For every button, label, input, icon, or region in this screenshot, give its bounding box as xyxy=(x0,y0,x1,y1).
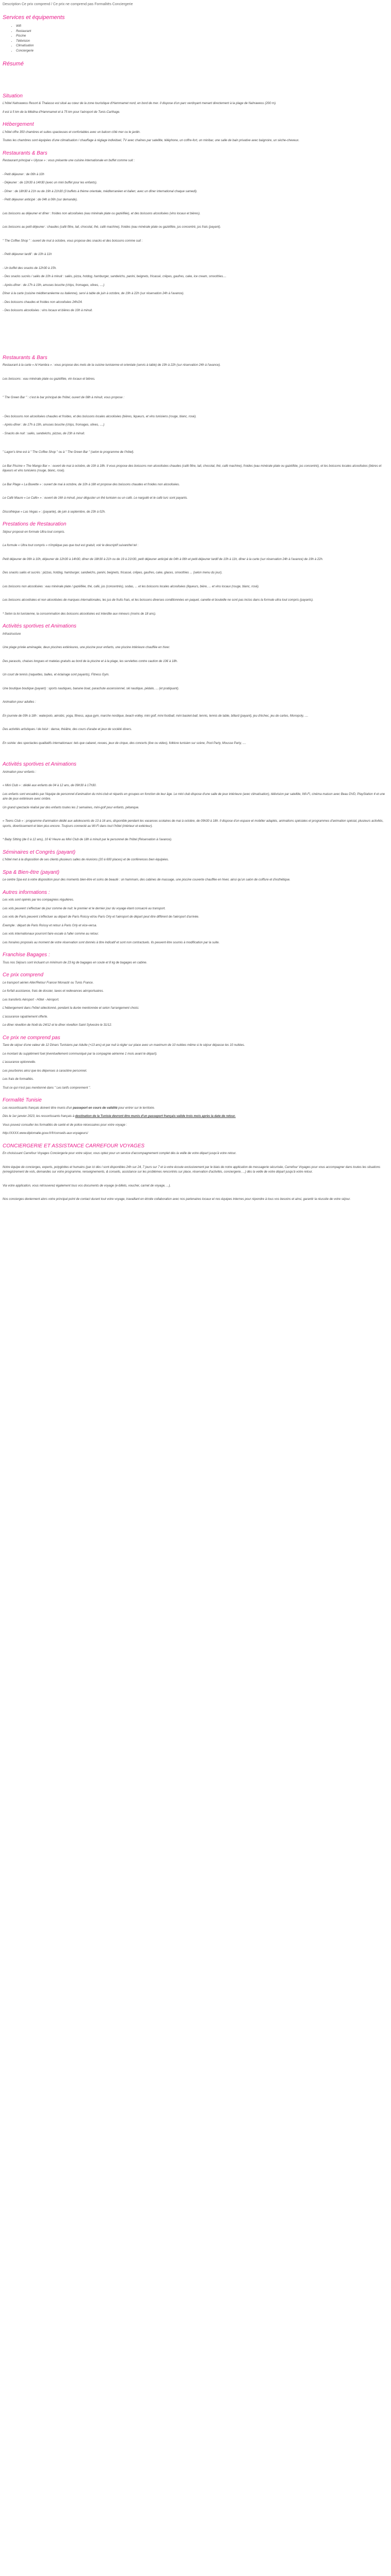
prestations-title: Prestations de Restauration xyxy=(3,521,67,527)
restaurants-p: - Déjeuner : de 12h30 à 14h30 (avec un mini buffet pour les enfants). xyxy=(3,181,97,184)
formalite-p2-a: Dès le 1er janvier 2023, les ressortissants français à xyxy=(3,1115,75,1118)
activites2-p: Un grand spectacle réalisé par des enfants toutes les 2 semaines, mini-golf pour enfants, pétanque. xyxy=(3,806,139,809)
prestations-p: Les boissons alcoolisées et non alcoolisées de marques internationales, les jus de fruits frais, et les boissons diverses conditionnées en paquet, canette et bouteille ne sont pas inclus dans la formule ultra tout compris (payants). xyxy=(3,599,314,602)
service-item: • Climatisation xyxy=(16,44,388,49)
page-content xyxy=(0,0,391,1202)
restaurants-p: - Des snacks sucrés / salés de 10h à minuit : salés, pizza, hotdog, hamburger, sandwichs, panini, beignets, fricassé, crêpes, gaufres, cake, ice cream, smoothies.... xyxy=(3,275,226,278)
conciergerie-title: CONCIERGERIE ET ASSISTANCE CARREFOUR VOYAGES xyxy=(3,1143,145,1149)
restaurants2-p: Restaurant à la carte « Al Hambra » : vous propose des mets de la cuisine tunisienne et orientale (servis à table) de 19h à 22h (sur réservation 24h à l'avance). xyxy=(3,364,221,367)
comprend-p: Le transport aérien Aller/Retour France/ Monastir ou Tunis France. xyxy=(3,981,94,985)
conciergerie-p: En choisissant Carrefour Voyages Conciergerie pour votre séjour, vous optez pour un service d'accompagnement complet dès la veille de votre départ jusqu'à votre retour. xyxy=(3,1152,237,1155)
restaurants2-p: - Après-dîner : de 17h à 19h, amuses bouche (chips, fromages, olives, ....) xyxy=(3,423,105,427)
autres-p: Les vols peuvent s'effectuer de jour comme de nuit: le premier et le dernier jour du voyage étant consacré au transport. xyxy=(3,907,166,910)
prestations-p: Des snacks salés et sucrés : pizzas, hotdog, hamburger, sandwichs, panini, beignets, fricassé, crêpes, gaufres, cake, glaces, smoothies ... (selon menu du jour). xyxy=(3,571,223,574)
autres-p: Les vols internationaux pourront faire escale à l'aller comme au retour. xyxy=(3,933,99,936)
activites2-p: « Mini Club » : dédié aux enfants de 04 à 12 ans, de 09h30 à 17h30. xyxy=(3,784,97,787)
comprend-p: L'assurance rapatriement offerte. xyxy=(3,1015,48,1019)
restaurants-p: - Des boissons alcoolisées : vins locaux et bières de 10h à minuit. xyxy=(3,309,93,312)
activites-p: Des activités artistiques / de loisir : danse, théâtre, des cours d'arabe et jeux de société divers. xyxy=(3,728,132,731)
franchise-p: Tous nos Séjours sont incluant un minimum de 23 kg de bagages en soute et 8 kg de bagages en cabine. xyxy=(3,961,148,964)
restaurants-title-2: Restaurants & Bars xyxy=(3,354,47,361)
prestations-p: Séjour proposé en formule Ultra tout compris. xyxy=(3,530,66,534)
service-item: • Télévision xyxy=(16,39,388,44)
hebergement-title: Hébergement xyxy=(3,122,34,127)
service-item: • Piscine xyxy=(16,34,388,39)
formalite-p3: Vous pouvez consulter les formalités de santé et de police nécessaires pour votre voyage : xyxy=(3,1123,127,1127)
formalite-p1 xyxy=(3,1106,388,1111)
seminaires-p: L'hôtel met à la disposition de ses clients plusieurs salles de réunions (20 à 600 places) et de conférences bien équipées. xyxy=(3,858,169,861)
necomprend-p: Les frais de formalités. xyxy=(3,1078,34,1081)
autres-title: Autres informations : xyxy=(3,889,50,895)
services-title: Services et équipements xyxy=(3,14,65,21)
situation-p1: L'hôtel Nahrawess Resort & Thalasso est situé au cœur de la zone touristique d'Hammamet nord, en bord de mer. Il dispose d'un parc verdoyant menant directement à la plage de Nahrawess (200 m). xyxy=(3,102,276,105)
formalite-p1-a: Les ressortissants français doivent être munis d'un xyxy=(3,1106,73,1110)
necomprend-p: Le montant du supplément fuel (éventuellement communiqué par la compagnie aérienne 1 mois avant le départ). xyxy=(3,1052,157,1056)
activites-p: Des parasols, chaises longues et matelas gratuits au bord de la piscine et à la plage, les serviettes contre caution de 10€ à 18h. xyxy=(3,659,178,663)
restaurants-p: - Dîner : de 18h30 à 21h ou de 19h à 21h30 (3 buffets à thème orientale, méditerranéen et italien; avec un dîner international chaque samedi). xyxy=(3,190,198,193)
activites-p: Animation pour adultes : xyxy=(3,701,36,704)
franchise-title: Franchise Bagages : xyxy=(3,952,50,958)
prestations-p: * Selon la loi tunisienne, la consommation des boissons alcoolisées est interdite aux mineurs (moins de 18 ans). xyxy=(3,612,156,616)
formalite-p2-b: destination de la Tunisie devront être munis d'un passeport français valide trois mois après la date de retour. xyxy=(75,1115,236,1118)
restaurants-p: - Petit déjeuner : de 06h à 10h xyxy=(3,173,44,176)
prestations-p: Petit déjeuner de 06h à 10h, déjeuner de 12h30 à 14h30, dîner de 18h30 à 21h ou de 19 à 21h30, petit déjeuner anticipé de 04h à 06h et petit-déjeuner tardif de 10h à 11h, dîner à la carte (sur réservation 24h à l'avance) de 19h à 22h. xyxy=(3,557,323,561)
activites2-p: Les enfants sont encadrés par l'équipe de personnel d'animation du mini-club et répartis en groupes en fonction de leur âge. Le mini club dispose d'une salle de jeux intérieure (avec climatisation), télévision par satellite, Wii-Fi, cinéma maison avec Beau DVD, PlayStation 4 et une aire de jeux extérieure avec ombre. xyxy=(3,792,385,801)
autres-p: Les vols de Paris peuvent s'effectuer au départ de Paris Roissy et/ou Paris Orly et l'aéroport de départ peut être différent de l'aéroport d'arrivée. xyxy=(3,916,200,919)
resume-title: Résumé xyxy=(3,61,24,67)
spa-p: Le centre Spa est à votre disposition pour des moments bien-être et soins de beauté : un hammam, des cabines de massage, une piscine couverte chauffée en hiver, ainsi qu'un salon de coiffure et d'esthétique. xyxy=(3,878,290,882)
necomprend-title: Ce prix ne comprend pas xyxy=(3,1035,60,1041)
activites-p: En journée de 09h à 18h : waterpolo, aérobic, yoga, fitness, aqua gym, marche nordique, beach-volley, mini golf, mini-football, mini basket-ball, tennis, tennis de table, billard (payant), jeu d'échec, jeu de cartes, Monopoly, .... xyxy=(3,714,308,718)
activites-p: Une boutique boutique (payant) : sports nautiques, banane boat, parachute ascensionnel, ski nautique, pédalo, ... (et pratiquant). xyxy=(3,687,180,690)
restaurants-p: - Petit déjeuner anticipé : de 04h à 06h (sur demande). xyxy=(3,198,78,201)
comprend-p: Le forfait assistance, frais de dossier, taxes et redevances aéroportuaires. xyxy=(3,990,104,993)
formalite-p1-b: passeport en cours de validité xyxy=(73,1106,118,1110)
activites2-p: * Baby Sitting (de 0 à 12 ans), 10 €/ Heure au Mini Club de 18h à minuit par le personnel de l'hôtel (Réservation à l'avance). xyxy=(3,838,172,841)
restaurants2-p: Discothèque « Las Vegas » : (payante), de juin à septembre, de 23h à 02h. xyxy=(3,510,106,514)
activites-title: Activités sportives et Animations xyxy=(3,623,77,629)
restaurants-p: Restaurant principal « Ulysse » : vous présente une cuisine internationale en buffet comme suit : xyxy=(3,159,135,162)
restaurants-title: Restaurants & Bars xyxy=(3,150,47,156)
comprend-p: Les transferts Aéroport - Hôtel - Aéroport. xyxy=(3,998,59,1002)
autres-p: Les vols sont opérés par les compagnies régulières. xyxy=(3,899,74,902)
necomprend-p: L'assurance optionnelle. xyxy=(3,1061,36,1064)
restaurants-p: - Petit déjeuner tardif : de 10h à 11h xyxy=(3,253,52,256)
conciergerie-p: Via votre application, vous retrouverez également tous vos documents de voyage (e-billets, voucher, carnet de voyage, ...). xyxy=(3,1184,171,1188)
activites-p: Une plage privée aménagée, deux piscines extérieures, une piscine pour enfants, une piscine intérieure chauffée en hiver. xyxy=(3,646,170,649)
activites-title-2: Activités sportives et Animations xyxy=(3,761,77,767)
comprend-p: L'hébergement dans l'hôtel sélectionné, pendant la durée mentionnée et selon l'arrangement choisi. xyxy=(3,1007,139,1010)
activites-p: En soirée: des spectacles qualitatifs internationaux: tels que cabaret, revues, jeux de cirque, des concerts (live ou video), folklore tunisien sur scène, Pool Party, Mousse Party, .... xyxy=(3,741,247,745)
spa-title: Spa & Bien-être (payant) xyxy=(3,869,60,875)
autres-p: Les horaires proposés au moment de votre réservation sont donnés à titre indicatif et sont non contractuels. Ils peuvent être soumis à modification par la suite. xyxy=(3,941,220,944)
activites2-p: « Teens Club » : programme d'animation dédié aux adolescents de 13 à 16 ans, disponible pendant les vacances scolaires de mai à octobre, de 09h30 à 18h. Il dispose d'un espace et mobilier adaptés, animations spéciales et programmes d'animation spécial, plusieurs activités, sports, divertissement et bien plus encore. Toujours connecté au Wi-Fi dans tout l'hôtel (intérieur et extérieur). xyxy=(3,820,384,828)
seminaires-title: Séminaires et Congrès (payant) xyxy=(3,849,76,855)
formalite-p1-c: pour entrer sur le territoire. xyxy=(117,1106,155,1110)
necomprend-p: Tout ce qui n'est pas mentionné dans " Les tarifs comprennent ". xyxy=(3,1086,91,1090)
restaurants2-p: " Lagon's time est à " The Coffee Shop " ou à " The Green Bar " (selon le programme de l'hôtel). xyxy=(3,451,135,454)
conciergerie-p: Nos concierges deviennent alors votre principal point de contact durant tout votre voyage, travaillant en étroite collaboration avec nos partenaires locaux et nos équipes internes pour répondre à tous vos besoins et ainsi, garantir la réussite de votre séjour. xyxy=(3,1198,351,1201)
restaurants2-p: Le Bar Plage « La Buvette » : ouvert de mai à octobre, de 10h à 18h et propose des boissons chaudes et froides non alcoolisées. xyxy=(3,483,180,486)
restaurants2-p: - Des boissons non alcoolisées chaudes et froides, et des boissons locales alcoolisées (bières, liqueurs, et vins tunisiens (rouge, blanc, rosé). xyxy=(3,415,197,418)
necomprend-p: Les pourboires ainsi que les dépenses à caractère personnel. xyxy=(3,1069,87,1073)
service-item: • Restaurant xyxy=(16,29,388,35)
restaurants2-p: Le Bar Piscine « The Mango Bar » : ouvert de mai à octobre, de 10h à 18h. Il vous propose des boissons non alcoolisées chaudes (café filtre, lait, chocolat, thé, café machine), froides (eau minérale plate ou gazéifiée, jus concentré), et les boissons locales alcoolisées (bières et liqueurs et vins tunisiens (rouge, blanc, rosé). xyxy=(3,464,382,472)
service-item: • Conciergerie xyxy=(16,49,388,54)
restaurants-p: Dîner à la carte (cuisine méditerranéenne ou italienne), servi à table de juin à octobre, de 19h à 22h (sur réservation 24h à l'avance). xyxy=(3,292,185,295)
restaurants-p: Les boissons au déjeuner et dîner : froides non alcoolisées (eau minérale plate ou gazéifiée), et des boissons alcoolisées (vins locaux et bières). xyxy=(3,212,201,215)
formalite-title: Formalité Tunisie xyxy=(3,1097,42,1103)
activites-p: Un court de tennis (raquettes, balles, et éclairage sont payants), Fitness Gym. xyxy=(3,673,110,676)
formalite-link[interactable]: http://XXXX.www.diplomatie.gouv.fr/fr/conseils-aux-voyageurs/ xyxy=(3,1132,88,1135)
hebergement-p2: Toutes les chambres sont équipées d'une climatisation / chauffage à réglage individuel, TV avec chaînes par satellite, téléphone, un coffre-fort, un minibar, une salle de bain privative avec baignoire, un sèche-cheveux. xyxy=(3,139,300,142)
restaurants2-p: - Snacks de nuit : salés, sandwichs, pizzas, de 23h à minuit. xyxy=(3,432,85,435)
prestations-p: La formule « Ultra tout compris » n'implique pas que tout est gratuit, voir le descriptif suivant/tel tel : xyxy=(3,544,139,547)
formalite-p2 xyxy=(3,1114,388,1120)
service-item: • Wifi xyxy=(16,24,388,29)
restaurants-p: Les boissons au petit déjeuner : chaudes (café filtre, lait, chocolat, thé, café machine), froides (eau minérale plate ou gazéifiée, jus concentré, jus frais (payant). xyxy=(3,226,221,229)
restaurants-p: - Des boissons chaudes et froides non alcoolisées 24h/24. xyxy=(3,300,83,304)
conciergerie-p: Notre équipe de concierges, experts, polyglottes et humains (par ici dès l sont disponibles 24h sur 24, 7 jours sur 7 et à votre écoute exclusivement par le biais de notre application de messagerie sécurisée, Carrefour Voyages pour vous accompagner dans toutes les situations (enregistrement de vols, demandes sur votre programme, renseignements, & conseils, assistance sur les problèmes rencontrés sur place, réservation d'activités, conciergerie, ...) dès la veille de votre départ jusqu'à votre retour. xyxy=(3,1165,381,1174)
necomprend-p: Taxe de séjour d'une valeur de 12 Dinars Tunisiens par Adulte (+13 ans) et par nuit à régler sur place avec un maximum de 10 nuitées même si le séjour dépasse les 10 nuitées. xyxy=(3,1044,245,1047)
services-list xyxy=(3,24,388,54)
situation-title: Situation xyxy=(3,93,23,99)
restaurants-p: - Un buffet des snacks de 12h30 à 15h. xyxy=(3,266,57,270)
intro-text: Description Ce prix comprend / Ce prix ne comprend pas Formalités Conciergerie xyxy=(3,3,133,6)
comprend-title: Ce prix comprend xyxy=(3,972,43,978)
prestations-p: Les boissons non alcoolisées : eau minérale plate / gazéifiée, thé, café, jus (concentrés), sodas, ... et les boissons locales alcoolisées (liqueurs, bière, ... et vins locaux (rouge, blanc, rosé). xyxy=(3,585,259,588)
restaurants2-p: " The Green Bar " : c'est le bar principal de l'hôtel, ouvert de 08h à minuit, vous propose : xyxy=(3,396,125,399)
restaurants2-p: Les boissons : eau minérale plate ou gazéifiée, vin locaux et bières. xyxy=(3,377,95,381)
restaurants-p: - Après-dîner : de 17h à 19h, amuses bouche (chips, fromages, olives, ....) xyxy=(3,283,105,287)
comprend-p: Le dîner réveillon de Noël du 24/12 et le dîner réveillon Saint Sylvestre le 31/12. xyxy=(3,1024,112,1027)
restaurants2-p: Le Café Maure « Le Café» » : ouvert de 16h à minuit, pour déguster un thé tunisien ou un café. Le narguilé et le café turc sont payants. xyxy=(3,497,188,500)
hebergement-p1: L'hôtel offre 350 chambres et suites spacieuses et confortables avec un balcon côté mer ou le jardin. xyxy=(3,130,141,134)
situation-p2: Il est à 5 km de la Médina d'Hammamet et à 75 km pour l'aéroport de Tunis-Carthage. xyxy=(3,110,120,114)
autres-p: Exemple : départ de Paris Roissy et retour à Paris Orly et vice-versa. xyxy=(3,924,97,927)
activites2-p: Animation pour enfants : xyxy=(3,770,37,774)
restaurants-p: " The Coffee Shop " : ouvert de mut à octobre, vous propose des snacks et des boissons comme suit : xyxy=(3,239,143,243)
activites-p: Infrastructure xyxy=(3,632,21,636)
